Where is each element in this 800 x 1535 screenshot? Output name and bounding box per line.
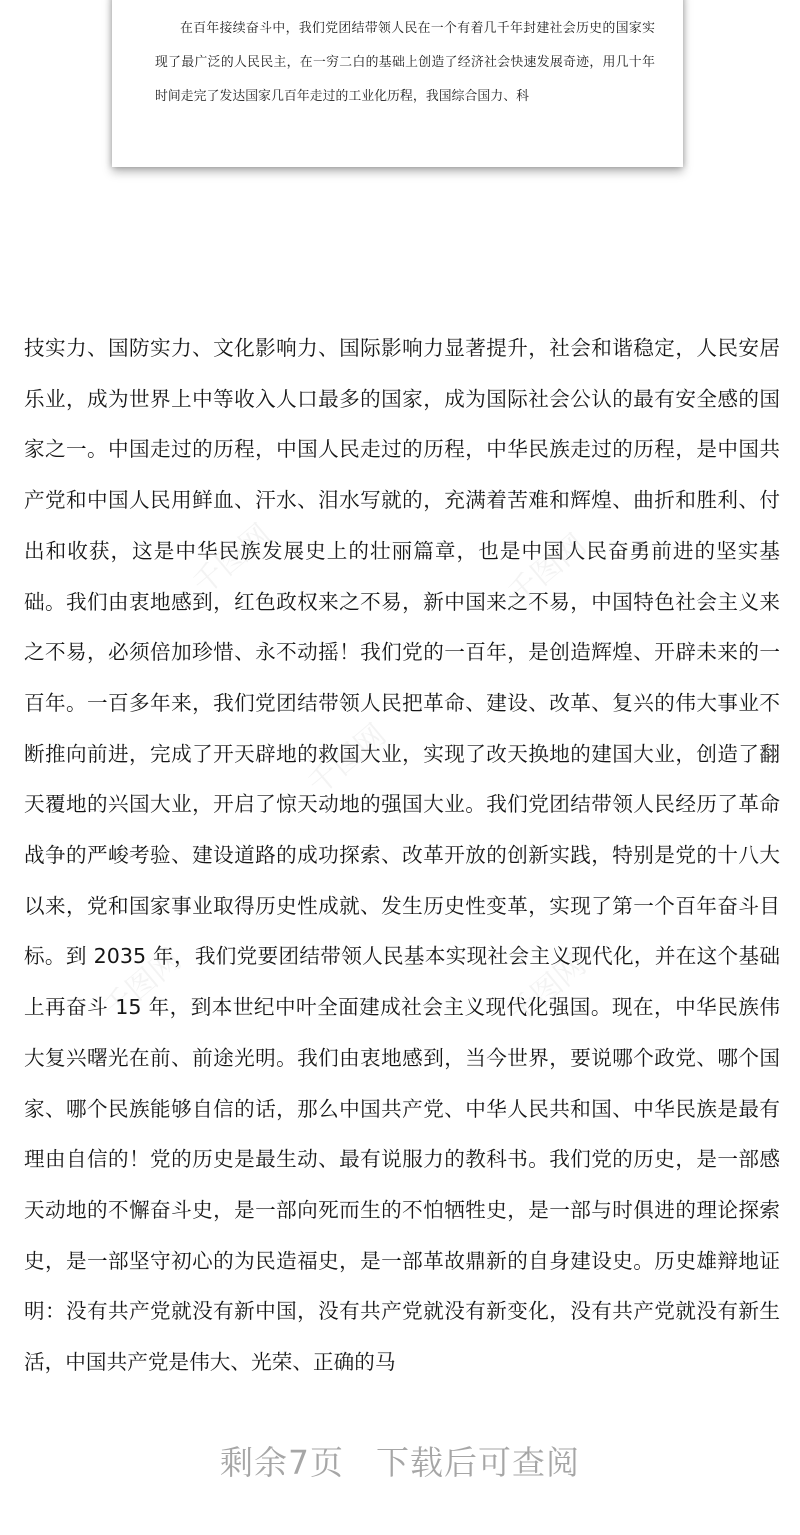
download-hint-label: 下载后可查阅 [376, 1442, 580, 1482]
watermark: 千图网 [501, 947, 593, 1033]
remaining-pages-banner[interactable] [0, 1430, 800, 1490]
watermark: 千图网 [96, 942, 188, 1028]
watermark: 千图网 [301, 717, 393, 803]
remaining-pages-label: 剩余7页 [220, 1442, 344, 1482]
watermark: 千图网 [186, 517, 278, 603]
card-paragraph: 在百年接续奋斗中，我们党团结带领人民在一个有着几千年封建社会历史的国家实现了最广泛的人民民主，在一穷二白的基础上创造了经济社会快速发展奇迹，用几十年时间走完了发达国家几百年走过的工业化历程，我国综合国力、科 [155, 21, 655, 104]
body-paragraph: 技实力、国防实力、文化影响力、国际影响力显著提升，社会和谐稳定，人民安居乐业，成为世界上中等收入人口最多的国家，成为国际社会公认的最有安全感的国家之一。中国走过的历程，中国人民走过的历程，中华民族走过的历程，是中国共产党和中国人民用鲜血、汗水、泪水写就的，充满着苦难和辉煌、曲折和胜利、付出和收获，这是中华民族发展史上的壮丽篇章，也是中国人民奋勇前进的坚实基础。我们由衷地感到，红色政权来之不易，新中国来之不易，中国特色社会主义来之不易，必须倍加珍惜、永不动摇！我们党的一百年，是创造辉煌、开辟未来的一百年。一百多年来，我们党团结带领人民把革命、建设、改革、复兴的伟大事业不断推向前进，完成了开天辟地的救国大业，实现了改天换地的建国大业，创造了翻天覆地的兴国大业，开启了惊天动地的强国大业。我们党团结带领人民经历了革命战争的严峻考验、建设道路的成功探索、改革开放的创新实践，特别是党的十八大以来，党和国家事业取得历史性成就、发生历史性变革，实现了第一个百年奋斗目标。到 2035 年，我们党要团结带领人民基本实现社会主义现代化，并在这个基础上再奋斗 15 年，到本世纪中叶全面建成社会主义现代化强国。现在，中华民族伟大复兴曙光在前、前途光明。我们由衷地感到，当今世界，要说哪个政党、哪个国家、哪个民族能够自信的话，那么中国共产党、中华人民共和国、中华民族是最有理由自信的！党的历史是最生动、最有说服力的教科书。我们党的历史，是一部感天动地的不懈奋斗史，是一部向死而生的不怕牺牲史，是一部与时俱进的理论探索史，是一部坚守初心的为民造福史，是一部革故鼎新的自身建设史。历史雄辩地证明：没有共产党就没有新中国，没有共产党就没有新变化，没有共产党就没有新生活，中国共产党是伟大、光荣、正确的马 [24, 336, 780, 1375]
watermark: 千图网 [501, 527, 593, 613]
